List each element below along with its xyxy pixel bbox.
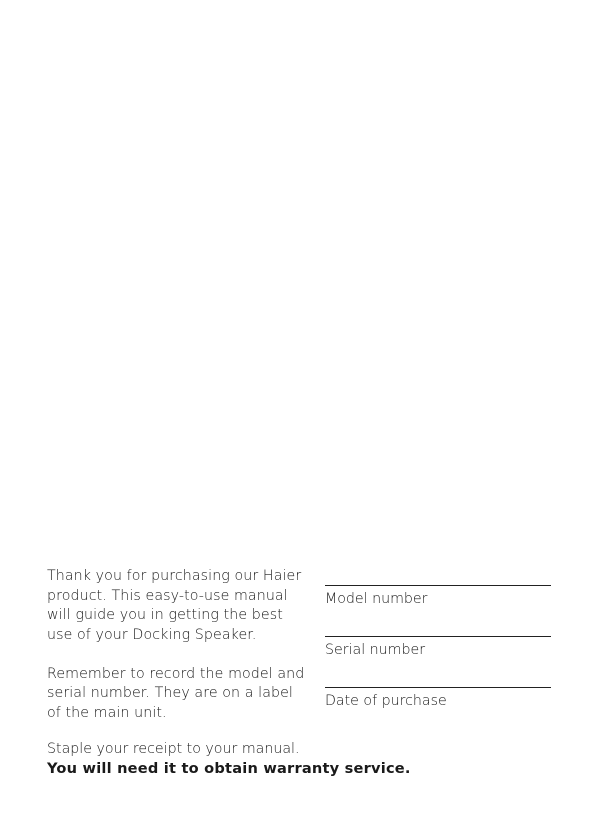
warranty-note bbox=[47, 739, 567, 779]
serial-number-line bbox=[325, 636, 551, 637]
date-of-purchase-line bbox=[325, 687, 551, 688]
staple-receipt-note: Staple your receipt to your manual. bbox=[47, 741, 300, 757]
record-reminder-paragraph: Remember to record the model and serial number. They are on a label of the main unit. bbox=[47, 665, 305, 721]
intro-section bbox=[47, 567, 317, 723]
date-of-purchase-field bbox=[325, 687, 551, 710]
date-of-purchase-label: Date of purchase bbox=[325, 693, 447, 709]
serial-number-field bbox=[325, 636, 551, 659]
model-number-line bbox=[325, 585, 551, 586]
warranty-service-note: You will need it to obtain warranty service. bbox=[47, 760, 411, 777]
model-number-field bbox=[325, 585, 551, 608]
thank-you-paragraph: Thank you for purchasing our Haier product. This easy-to-use manual will guide you in getting the best use of your Docking Speaker. bbox=[47, 568, 302, 643]
serial-number-label: Serial number bbox=[325, 642, 426, 658]
model-number-label: Model number bbox=[325, 591, 428, 607]
